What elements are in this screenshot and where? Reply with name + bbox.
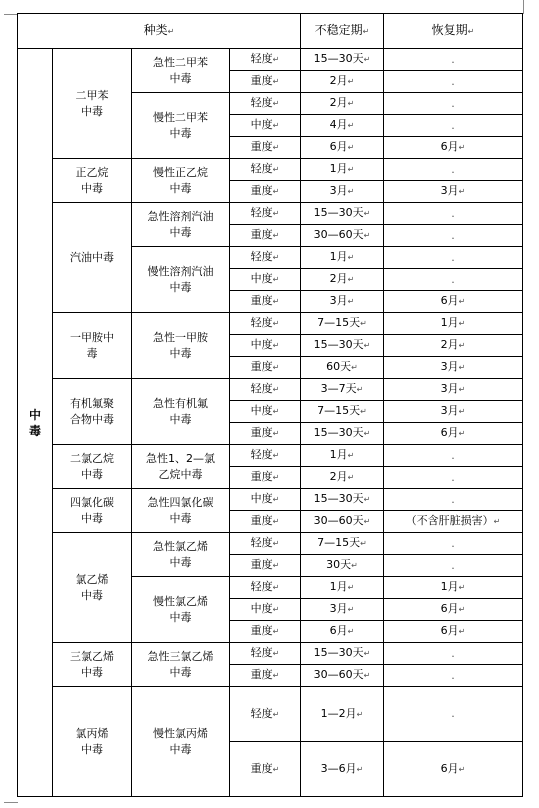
unstable-period-value-text: 2月 ↵ xyxy=(330,73,355,90)
unstable-period-value-text: 1月 ↵ xyxy=(330,161,355,178)
severity-level-text: 重度 ↵ xyxy=(251,557,280,574)
unstable-period-value-text: 2月 ↵ xyxy=(330,271,355,288)
poisoning-subtype xyxy=(131,444,230,489)
recovery-period-value xyxy=(383,312,523,335)
unstable-period-value-text: 3月 ↵ xyxy=(330,601,355,618)
unstable-period-value xyxy=(300,422,384,445)
unstable-period-value xyxy=(300,92,384,115)
poisoning-category xyxy=(52,202,132,313)
severity-level-text: 轻度 ↵ xyxy=(251,205,280,222)
unstable-period-value xyxy=(300,576,384,599)
poisoning-subtype xyxy=(131,158,230,203)
recovery-period-value-text: . xyxy=(451,646,455,660)
unstable-period-value xyxy=(300,48,384,71)
severity-level-text: 重度 ↵ xyxy=(251,469,280,486)
poisoning-subtype-text: 急性氯乙烯 中毒 xyxy=(153,539,208,569)
recovery-period-value-text: . xyxy=(451,250,455,264)
poisoning-category-text: 汽油中毒 xyxy=(70,250,114,264)
unstable-period-value xyxy=(300,598,384,621)
unstable-period-value-text: 3—6月 ↵ xyxy=(321,761,364,778)
unstable-period-value-text: 1—2月 ↵ xyxy=(321,706,364,723)
recovery-period-value xyxy=(383,114,523,137)
unstable-period-value-text: 15—30天 ↵ xyxy=(314,425,371,442)
poisoning-category-text: 有机氟聚 合物中毒 xyxy=(70,396,114,426)
poisoning-stage-table xyxy=(18,14,523,802)
severity-level-text: 轻度 ↵ xyxy=(251,51,280,68)
severity-level-text: 重度 ↵ xyxy=(251,183,280,200)
recovery-period-value-text: 6月 ↵ xyxy=(441,601,466,618)
severity-level-text: 轻度 ↵ xyxy=(251,95,280,112)
severity-level-text: 重度 ↵ xyxy=(251,667,280,684)
severity-level xyxy=(229,290,301,313)
unstable-period-value xyxy=(300,488,384,511)
severity-level xyxy=(229,532,301,555)
poisoning-subtype xyxy=(131,488,230,533)
unstable-period-value xyxy=(300,70,384,93)
recovery-period-value-text: . xyxy=(451,52,455,66)
recovery-period-value-text: . xyxy=(451,492,455,506)
severity-level-text: 中度 ↵ xyxy=(251,403,280,420)
recovery-period-value-text: . xyxy=(451,470,455,484)
unstable-period-value xyxy=(300,741,384,797)
poisoning-subtype-text: 急性溶剂汽油 中毒 xyxy=(147,209,214,239)
severity-level xyxy=(229,444,301,467)
unstable-period-value-text: 15—30天 ↵ xyxy=(314,645,371,662)
recovery-period-value-text: . xyxy=(451,668,455,682)
poisoning-category-text: 一甲胺中 毒 xyxy=(70,330,114,360)
recovery-period-value-text: 3月 ↵ xyxy=(441,403,466,420)
severity-level xyxy=(229,686,301,742)
side-label-poisoning-text: 中 毒 xyxy=(28,407,41,438)
unstable-period-value-text: 4月 ↵ xyxy=(330,117,355,134)
unstable-period-value xyxy=(300,664,384,687)
poisoning-subtype xyxy=(131,378,230,445)
recovery-period-value xyxy=(383,664,523,687)
recovery-period-value-text: . xyxy=(451,206,455,220)
poisoning-category xyxy=(52,378,132,445)
unstable-period-value xyxy=(300,246,384,269)
severity-level-text: 中度 ↵ xyxy=(251,601,280,618)
poisoning-category-text: 二甲苯 中毒 xyxy=(75,88,109,118)
recovery-period-value-text: 6月 ↵ xyxy=(441,761,466,778)
crop-mark-tr xyxy=(523,0,524,14)
unstable-period-value-text: 7—15天 ↵ xyxy=(317,403,367,420)
severity-level-text: 重度 ↵ xyxy=(251,227,280,244)
severity-level-text: 轻度 ↵ xyxy=(251,249,280,266)
severity-level-text: 轻度 ↵ xyxy=(251,315,280,332)
severity-level xyxy=(229,180,301,203)
recovery-period-value xyxy=(383,444,523,467)
unstable-period-value xyxy=(300,510,384,533)
severity-level xyxy=(229,158,301,181)
unstable-period-value-text: 3—7天 ↵ xyxy=(321,381,364,398)
header-category xyxy=(17,13,301,49)
severity-level xyxy=(229,741,301,797)
severity-level xyxy=(229,92,301,115)
poisoning-category xyxy=(52,642,132,687)
unstable-period-value-text: 7—15天 ↵ xyxy=(317,535,367,552)
severity-level-text: 重度 ↵ xyxy=(251,359,280,376)
recovery-period-value xyxy=(383,642,523,665)
unstable-period-value xyxy=(300,356,384,379)
severity-level-text: 轻度 ↵ xyxy=(251,706,280,723)
recovery-period-value-text: 6月 ↵ xyxy=(441,139,466,156)
recovery-period-value xyxy=(383,532,523,555)
unstable-period-value xyxy=(300,378,384,401)
poisoning-subtype-text: 慢性正乙烷 中毒 xyxy=(153,165,208,195)
unstable-period-value xyxy=(300,444,384,467)
crop-mark-tl xyxy=(4,14,18,15)
poisoning-subtype-text: 急性1、2—氯 乙烷中毒 xyxy=(146,451,215,481)
recovery-period-value xyxy=(383,598,523,621)
severity-level-text: 重度 ↵ xyxy=(251,761,280,778)
poisoning-subtype-text: 急性二甲苯 中毒 xyxy=(153,55,208,85)
severity-level xyxy=(229,312,301,335)
severity-level-text: 轻度 ↵ xyxy=(251,535,280,552)
severity-level xyxy=(229,70,301,93)
recovery-period-value-text: . xyxy=(451,96,455,110)
recovery-period-value xyxy=(383,202,523,225)
unstable-period-value xyxy=(300,532,384,555)
poisoning-category xyxy=(52,444,132,489)
poisoning-subtype xyxy=(131,312,230,379)
poisoning-subtype-text: 慢性氯乙烯 中毒 xyxy=(153,594,208,624)
poisoning-subtype xyxy=(131,686,230,797)
poisoning-subtype-text: 急性三氯乙烯 中毒 xyxy=(147,649,214,679)
poisoning-subtype xyxy=(131,642,230,687)
poisoning-category xyxy=(52,48,132,159)
unstable-period-value xyxy=(300,642,384,665)
severity-level-text: 重度 ↵ xyxy=(251,513,280,530)
poisoning-subtype xyxy=(131,246,230,313)
recovery-period-value-text: 1月 ↵ xyxy=(441,315,466,332)
unstable-period-value xyxy=(300,136,384,159)
unstable-period-value-text: 3月 ↵ xyxy=(330,183,355,200)
unstable-period-value-text: 7—15天 ↵ xyxy=(317,315,367,332)
severity-level-text: 重度 ↵ xyxy=(251,139,280,156)
recovery-period-value xyxy=(383,741,523,797)
unstable-period-value-text: 30—60天 ↵ xyxy=(314,513,371,530)
poisoning-subtype-text: 慢性氯丙烯 中毒 xyxy=(153,726,208,756)
recovery-period-value xyxy=(383,158,523,181)
severity-level xyxy=(229,576,301,599)
header-recovery-period-text: 恢复期 ↵ xyxy=(432,22,475,40)
recovery-period-value-text: 6月 ↵ xyxy=(441,425,466,442)
poisoning-subtype xyxy=(131,202,230,247)
severity-level xyxy=(229,114,301,137)
recovery-period-value xyxy=(383,400,523,423)
recovery-period-value xyxy=(383,268,523,291)
unstable-period-value-text: 1月 ↵ xyxy=(330,249,355,266)
severity-level xyxy=(229,136,301,159)
recovery-period-value xyxy=(383,334,523,357)
unstable-period-value xyxy=(300,114,384,137)
recovery-period-value xyxy=(383,92,523,115)
unstable-period-value xyxy=(300,400,384,423)
recovery-period-value xyxy=(383,70,523,93)
recovery-period-value-text: 6月 ↵ xyxy=(441,293,466,310)
recovery-period-value xyxy=(383,356,523,379)
severity-level-text: 中度 ↵ xyxy=(251,337,280,354)
recovery-period-value-text: 3月 ↵ xyxy=(441,381,466,398)
recovery-period-value xyxy=(383,554,523,577)
unstable-period-value xyxy=(300,334,384,357)
severity-level xyxy=(229,664,301,687)
recovery-period-value-text: 6月 ↵ xyxy=(441,623,466,640)
recovery-period-value xyxy=(383,136,523,159)
severity-level-text: 轻度 ↵ xyxy=(251,447,280,464)
recovery-period-value xyxy=(383,488,523,511)
unstable-period-value xyxy=(300,180,384,203)
recovery-period-value-text: （不含肝脏损害） ↵ xyxy=(406,513,501,530)
poisoning-subtype xyxy=(131,576,230,643)
unstable-period-value xyxy=(300,202,384,225)
poisoning-subtype xyxy=(131,92,230,159)
recovery-period-value xyxy=(383,48,523,71)
severity-level-text: 中度 ↵ xyxy=(251,271,280,288)
recovery-period-value-text: 1月 ↵ xyxy=(441,579,466,596)
poisoning-category-text: 二氯乙烷 中毒 xyxy=(70,451,114,481)
poisoning-subtype-text: 急性一甲胺 中毒 xyxy=(153,330,208,360)
severity-level-text: 轻度 ↵ xyxy=(251,579,280,596)
recovery-period-value xyxy=(383,466,523,489)
severity-level-text: 重度 ↵ xyxy=(251,73,280,90)
unstable-period-value-text: 1月 ↵ xyxy=(330,579,355,596)
unstable-period-value-text: 2月 ↵ xyxy=(330,95,355,112)
severity-level xyxy=(229,510,301,533)
unstable-period-value-text: 15—30天 ↵ xyxy=(314,337,371,354)
unstable-period-value xyxy=(300,158,384,181)
header-unstable-period xyxy=(300,13,384,49)
recovery-period-value-text: . xyxy=(451,448,455,462)
recovery-period-value-text: . xyxy=(451,74,455,88)
severity-level xyxy=(229,224,301,247)
unstable-period-value xyxy=(300,290,384,313)
severity-level xyxy=(229,202,301,225)
severity-level xyxy=(229,378,301,401)
recovery-period-value xyxy=(383,686,523,742)
severity-level-text: 重度 ↵ xyxy=(251,623,280,640)
severity-level xyxy=(229,356,301,379)
severity-level xyxy=(229,268,301,291)
poisoning-category xyxy=(52,532,132,643)
poisoning-subtype-text: 慢性溶剂汽油 中毒 xyxy=(147,264,214,294)
unstable-period-value xyxy=(300,686,384,742)
recovery-period-value xyxy=(383,224,523,247)
recovery-period-value-text: 3月 ↵ xyxy=(441,359,466,376)
recovery-period-value xyxy=(383,290,523,313)
unstable-period-value-text: 2月 ↵ xyxy=(330,469,355,486)
recovery-period-value xyxy=(383,180,523,203)
header-unstable-period-text: 不稳定期 ↵ xyxy=(315,22,370,40)
recovery-period-value-text: . xyxy=(451,558,455,572)
side-label-poisoning xyxy=(17,48,53,797)
unstable-period-value xyxy=(300,466,384,489)
poisoning-subtype-text: 急性有机氟 中毒 xyxy=(153,396,208,426)
severity-level xyxy=(229,642,301,665)
unstable-period-value-text: 30—60天 ↵ xyxy=(314,667,371,684)
unstable-period-value xyxy=(300,268,384,291)
unstable-period-value-text: 15—30天 ↵ xyxy=(314,205,371,222)
severity-level xyxy=(229,400,301,423)
recovery-period-value xyxy=(383,246,523,269)
severity-level-text: 中度 ↵ xyxy=(251,491,280,508)
unstable-period-value-text: 3月 ↵ xyxy=(330,293,355,310)
recovery-period-value xyxy=(383,576,523,599)
recovery-period-value-text: . xyxy=(451,707,455,720)
severity-level xyxy=(229,48,301,71)
severity-level-text: 轻度 ↵ xyxy=(251,381,280,398)
unstable-period-value-text: 15—30天 ↵ xyxy=(314,51,371,68)
severity-level xyxy=(229,620,301,643)
severity-level xyxy=(229,422,301,445)
recovery-period-value xyxy=(383,510,523,533)
recovery-period-value xyxy=(383,378,523,401)
recovery-period-value-text: . xyxy=(451,536,455,550)
severity-level xyxy=(229,488,301,511)
recovery-period-value-text: . xyxy=(451,162,455,176)
poisoning-category-text: 氯丙烯 中毒 xyxy=(75,726,109,756)
poisoning-category xyxy=(52,686,132,797)
poisoning-subtype xyxy=(131,532,230,577)
unstable-period-value-text: 1月 ↵ xyxy=(330,447,355,464)
unstable-period-value xyxy=(300,312,384,335)
unstable-period-value-text: 30天 ↵ xyxy=(326,557,358,574)
unstable-period-value xyxy=(300,620,384,643)
severity-level-text: 轻度 ↵ xyxy=(251,645,280,662)
header-category-text: 种类 ↵ xyxy=(144,22,175,40)
recovery-period-value-text: 2月 ↵ xyxy=(441,337,466,354)
unstable-period-value-text: 6月 ↵ xyxy=(330,139,355,156)
poisoning-category xyxy=(52,158,132,203)
unstable-period-value xyxy=(300,554,384,577)
poisoning-category-text: 四氯化碳 中毒 xyxy=(70,495,114,525)
poisoning-category xyxy=(52,312,132,379)
unstable-period-value-text: 30—60天 ↵ xyxy=(314,227,371,244)
crop-mark-bl xyxy=(4,802,18,803)
recovery-period-value-text: 3月 ↵ xyxy=(441,183,466,200)
poisoning-subtype-text: 急性四氯化碳 中毒 xyxy=(147,495,214,525)
recovery-period-value-text: . xyxy=(451,118,455,132)
recovery-period-value-text: . xyxy=(451,228,455,242)
severity-level xyxy=(229,466,301,489)
recovery-period-value xyxy=(383,422,523,445)
unstable-period-value-text: 60天 ↵ xyxy=(326,359,358,376)
header-recovery-period xyxy=(383,13,523,49)
poisoning-category-text: 三氯乙烯 中毒 xyxy=(70,649,114,679)
recovery-period-value xyxy=(383,620,523,643)
poisoning-subtype-text: 慢性二甲苯 中毒 xyxy=(153,110,208,140)
poisoning-category xyxy=(52,488,132,533)
severity-level xyxy=(229,554,301,577)
poisoning-subtype xyxy=(131,48,230,93)
severity-level xyxy=(229,246,301,269)
severity-level xyxy=(229,334,301,357)
poisoning-category-text: 正乙烷 中毒 xyxy=(75,165,109,195)
unstable-period-value-text: 6月 ↵ xyxy=(330,623,355,640)
unstable-period-value xyxy=(300,224,384,247)
severity-level-text: 中度 ↵ xyxy=(251,117,280,134)
severity-level xyxy=(229,598,301,621)
unstable-period-value-text: 15—30天 ↵ xyxy=(314,491,371,508)
recovery-period-value-text: . xyxy=(451,272,455,286)
poisoning-category-text: 氯乙烯 中毒 xyxy=(75,572,109,602)
severity-level-text: 重度 ↵ xyxy=(251,425,280,442)
severity-level-text: 轻度 ↵ xyxy=(251,161,280,178)
severity-level-text: 重度 ↵ xyxy=(251,293,280,310)
